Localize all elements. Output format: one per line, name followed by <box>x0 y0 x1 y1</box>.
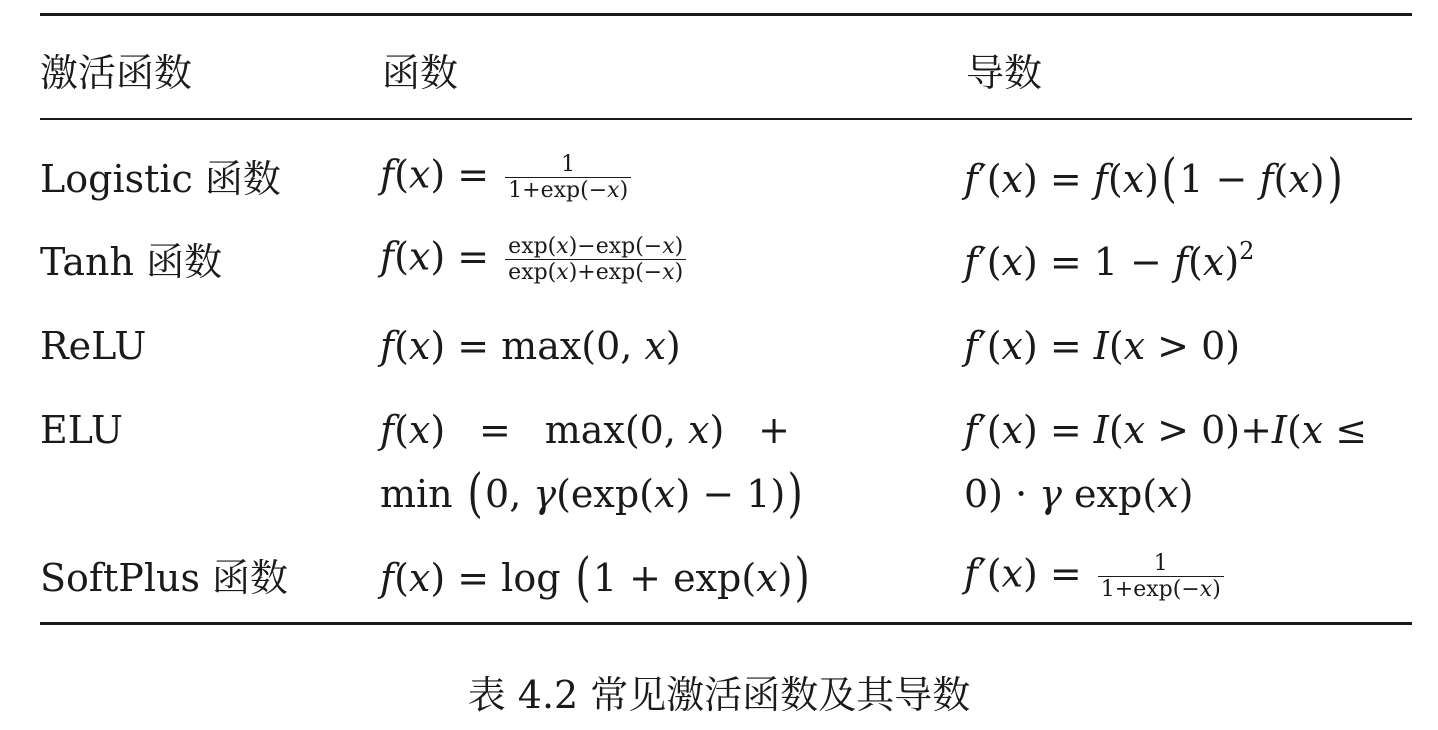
row-relu-derivative: f′(x) = I(x > 0) <box>964 324 1241 368</box>
logistic-fraction: $\frac{1}{1+\exp(-x)}$ <box>505 152 631 204</box>
row-logistic-name: Logistic 函数 <box>40 157 281 201</box>
row-tanh-derivative: $f'(x) = 1 - f(x)^2$ <box>964 237 1255 284</box>
row-softplus-function: f(x) = log (1 + exp(x)) <box>380 548 811 608</box>
row-relu-function: f(x) = max(0, x) <box>380 324 681 368</box>
header-activation-function: 激活函数 <box>40 51 193 95</box>
row-tanh-function: f(x) = $\frac{\exp(x)-\exp(-x)}{\exp(x)+\exp(-x)}$ <box>380 234 690 286</box>
table-header-rule <box>40 118 1412 120</box>
table-top-rule <box>40 13 1412 16</box>
softplus-derivative-fraction: $\frac{1}{1+\exp(-x)}$ <box>1098 551 1224 603</box>
row-softplus-name: SoftPlus 函数 <box>40 556 289 600</box>
row-elu-derivative-line1: f′(x) = I(x > 0)+I(x ≤ <box>964 408 1368 452</box>
row-logistic-function: f(x) = $\frac{1}{1+\exp(-x)}$ <box>380 152 635 204</box>
tanh-fraction: $\frac{\exp(x)-\exp(-x)}{\exp(x)+\exp(-x)}$ <box>505 234 686 286</box>
row-elu-derivative-line2: 0) · γ exp(x) <box>964 472 1194 516</box>
header-derivative: 导数 <box>966 51 1043 95</box>
row-tanh-name: Tanh 函数 <box>40 240 223 284</box>
row-softplus-derivative: f′(x) = $\frac{1}{1+\exp(-x)}$ <box>964 551 1228 603</box>
row-elu-function-line2: min (0, γ(exp(x) − 1)) <box>380 464 804 524</box>
row-elu-name: ELU <box>40 408 123 452</box>
row-elu-function-line1: f(x) = max(0, x) + <box>380 408 790 452</box>
header-function: 函数 <box>382 51 459 95</box>
table-bottom-rule <box>40 622 1412 625</box>
row-logistic-derivative: f′(x) = f(x)(1 − f(x)) <box>964 149 1343 209</box>
table-caption: 表 4.2 常见激活函数及其导数 <box>467 673 971 717</box>
row-relu-name: ReLU <box>40 324 147 368</box>
